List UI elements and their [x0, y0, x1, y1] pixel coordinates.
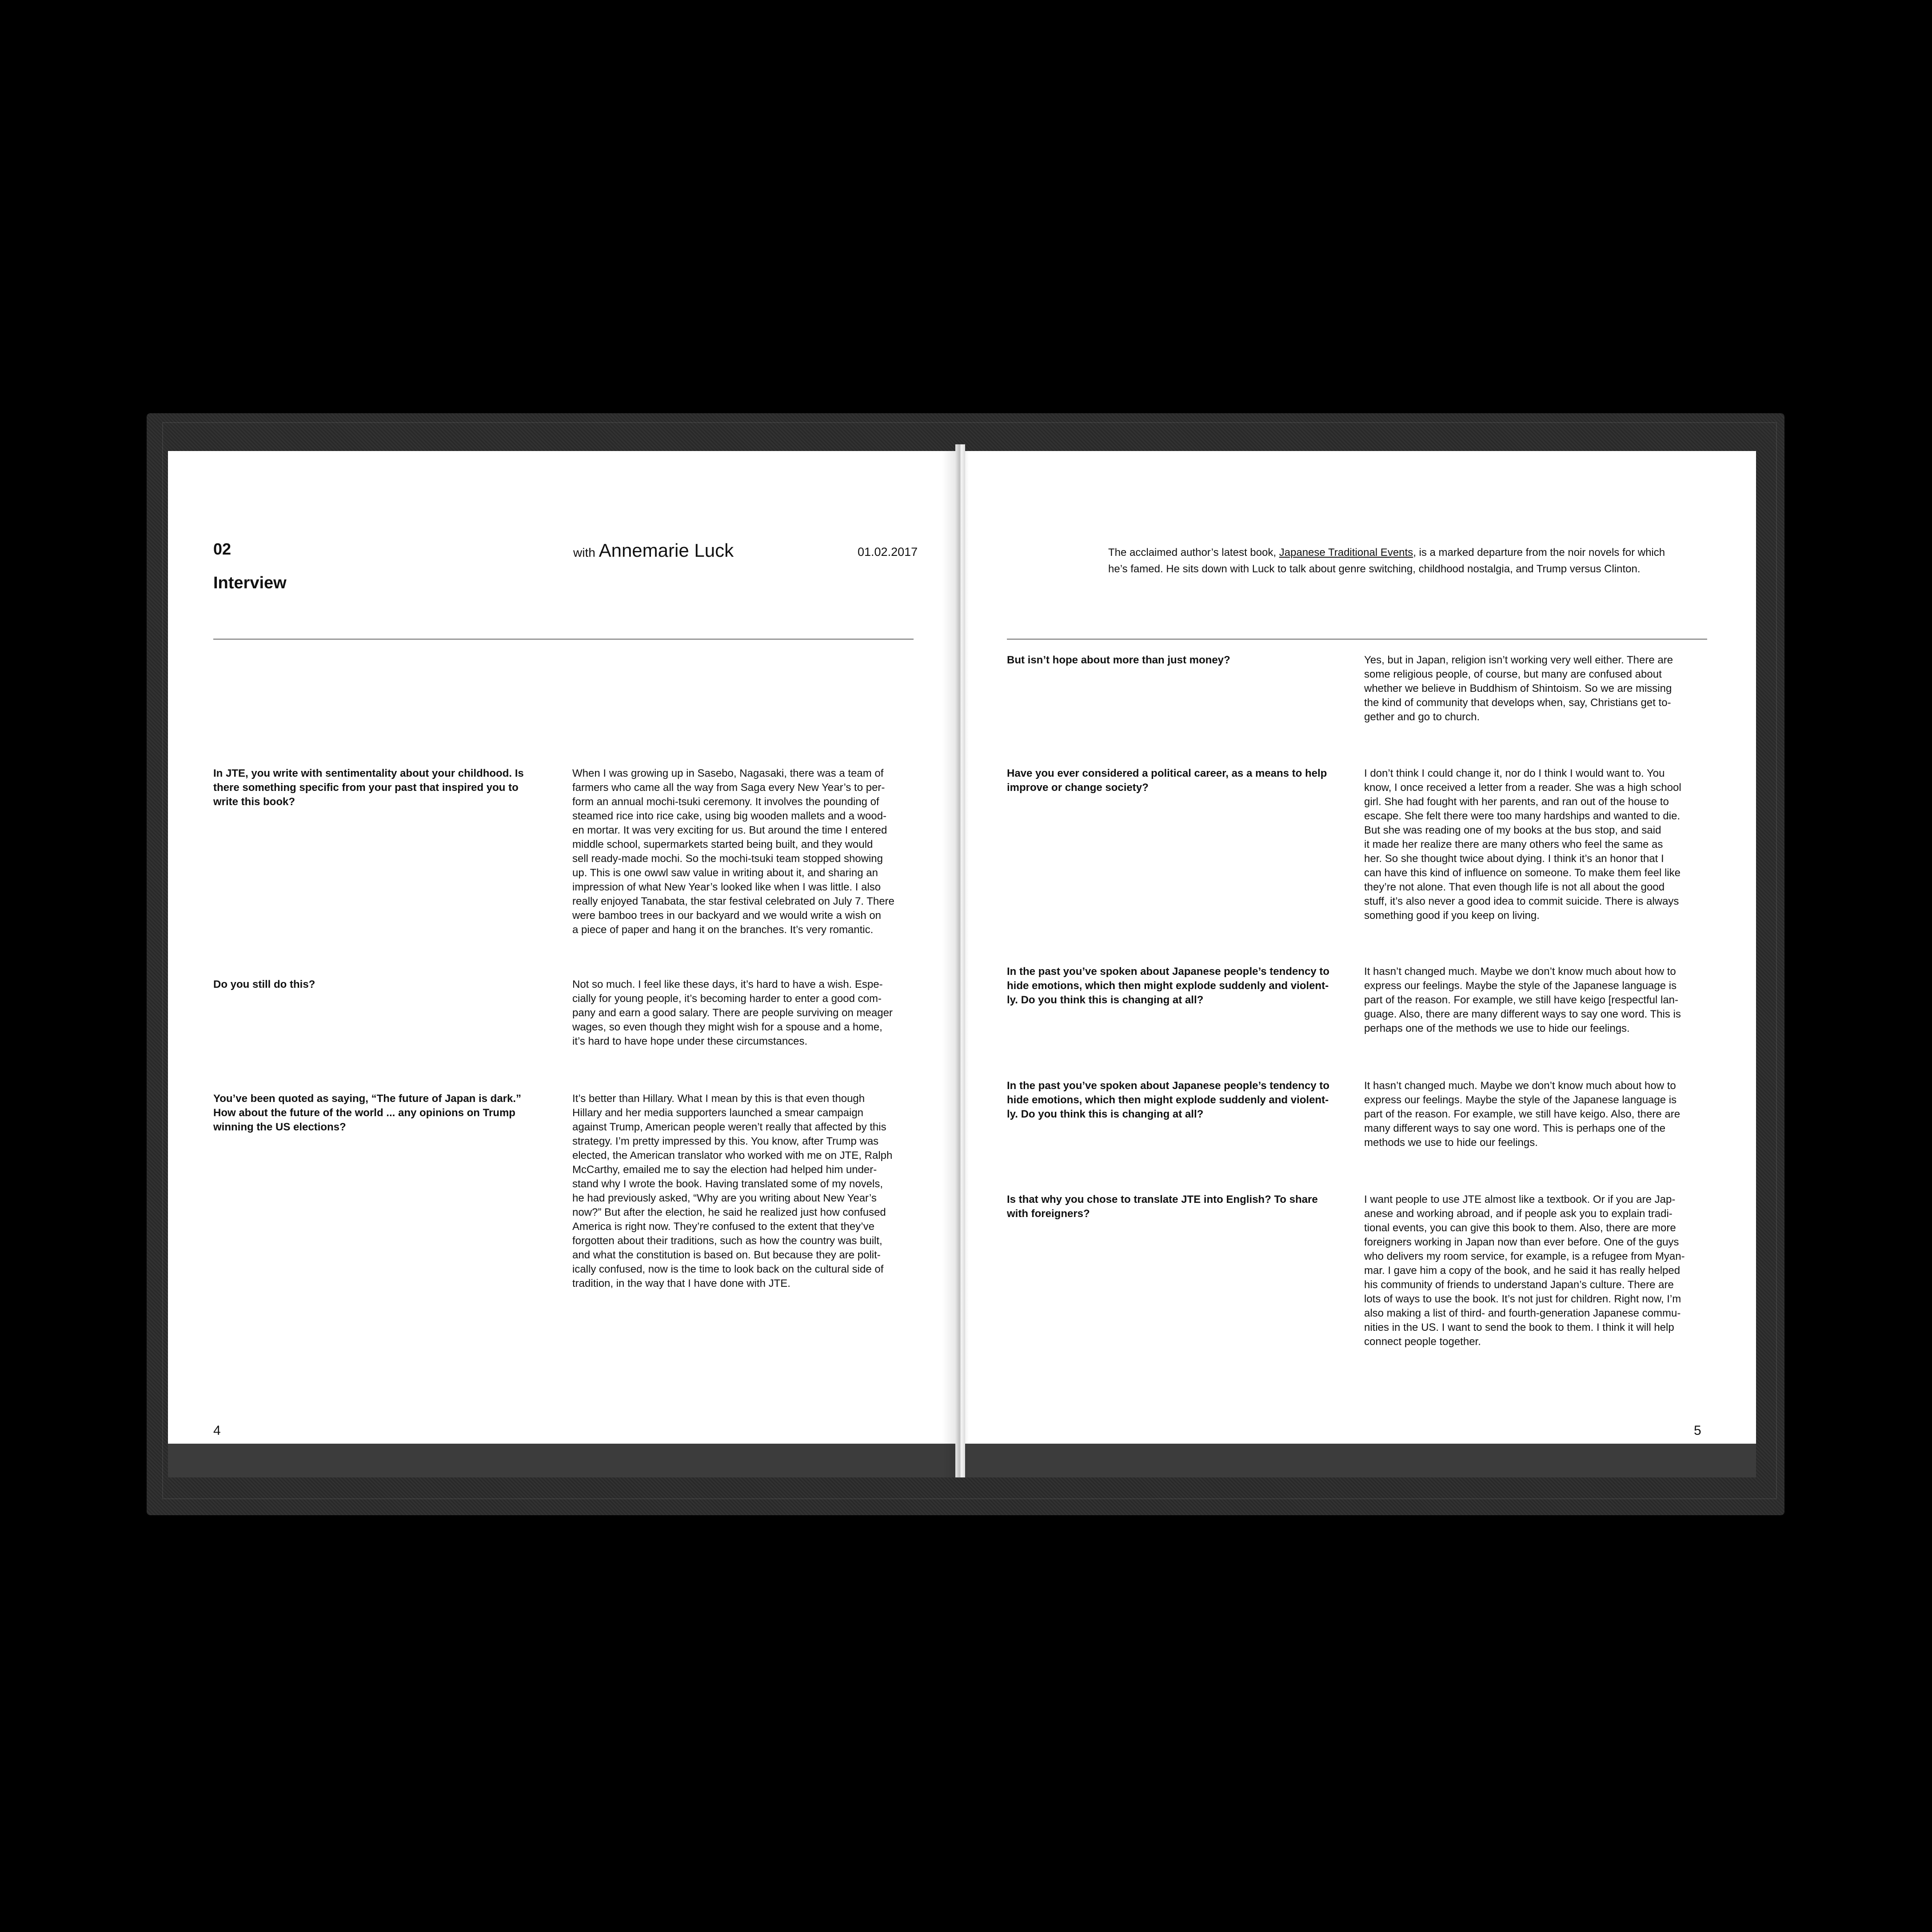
interview-date: 01.02.2017: [858, 545, 918, 559]
with-prefix: with: [573, 546, 595, 559]
header-divider: [1007, 639, 1707, 640]
right-page: [965, 451, 1756, 1477]
interviewer-byline: [573, 540, 734, 561]
question: In the past you’ve spoken about Japanese people’s tendency to hide emotions, which then might explode suddenly and violent- ly. Do you think this is changing at all?: [1007, 966, 1329, 1006]
answer: It’s better than Hillary. What I mean by this is that even though Hillary and her media supporters launched a smear campaign against Trump, American people weren’t really that affected by this strategy. I’m pretty impressed by this. You know, after Trump was elected, the American translator who worked with me on JTE, Ralph McCarthy, emailed me to say the election had helped him under- stand why I wrote the book. Having translated some of my novels, he had previously asked, “Why are you writing about New Year’s now?” But after the election, he said he realized just how confused America is right now. They’re confused to the extent that they’ve forgotten about their traditions, such as how the country was built, and what the constitution is based on. But because they are polit- ically confused, now is the time to look back on the cultural side of tradition, in the way that I have done with JTE.: [572, 1093, 893, 1289]
left-page: [168, 451, 959, 1477]
question: Is that why you chose to translate JTE into English? To share with foreigners?: [1007, 1194, 1318, 1220]
question: Have you ever considered a political career, as a means to help improve or change society?: [1007, 767, 1327, 794]
intro-paragraph: [1108, 544, 1712, 577]
page-number: 5: [1694, 1423, 1701, 1438]
header-divider: [213, 639, 914, 640]
answer: It hasn’t changed much. Maybe we don’t know much about how to express our feelings. Maybe the style of the Japanese language is part of the reason. For example, we still have keigo. Also, there are many different ways to say one word. This is perhaps one of the methods we use to hide our feelings.: [1364, 1080, 1681, 1149]
answer: I don’t think I could change it, nor do I think I would want to. You know, I once received a letter from a reader. She was a high school girl. She had fought with her parents, and ran out of the house to escape. She felt there were too many hardships and wanted to die. But she was reading one of my books at the bus stop, and said it made her realize there are many others who feel the same as her. So she thought twice about dying. I think it’s an honor that I can have this kind of influence on someone. To make them feel like they’re not alone. That even though life is not all about the good stuff, it’s also never a good idea to commit suicide. There is always something good if you keep on living.: [1364, 767, 1681, 922]
answer: When I was growing up in Sasebo, Nagasaki, there was a team of farmers who came all the way from Saga every New Year’s to per- form an annual mochi-tsuki ceremony. It involves the pounding of steamed rice into rice cake, using big wooden mallets and a wood- en mortar. It was very exciting for us. But around the time I entered middle school, supermarkets started being built, and they would sell ready-made mochi. So the mochi-tsuki team stopped showing up. This is one owwl saw value in writing about it, and sharing an impression of what New Year’s looked like when I was little. I also really enjoyed Tanabata, the star festival celebrated on July 7. There were bamboo trees in our backyard and we would write a wish on a piece of paper and hang it on the branches. It’s very romantic.: [572, 767, 894, 936]
question: But isn’t hope about more than just money?: [1007, 654, 1230, 666]
book-title-link[interactable]: Japanese Traditional Events: [1279, 547, 1413, 559]
page-number: 4: [213, 1423, 221, 1438]
answer: It hasn’t changed much. Maybe we don’t know much about how to express our feelings. Maybe the style of the Japanese language is part of the reason. For example, we still have keigo [respectful lan- guage. Also, there are many different ways to say one word. This is perhaps one of the methods we use to hide our feelings.: [1364, 966, 1681, 1034]
answer: I want people to use JTE almost like a textbook. Or if you are Jap- anese and working abroad, and if people ask you to explain tradi- tional events, you can give this book to them. Also, there are more foreigners working in Japan now than ever before. One of the guys who delivers my room service, for example, is a refugee from Myan- mar. I gave him a copy of the book, and he said it has really helped his community of friends to understand Japan’s culture. There are lots of ways to use the book. It’s not just for children. Right now, I’m also making a list of third- and fourth-generation Japanese commu- nities in the US. I want to send the book to them. I think it will help connect people together.: [1364, 1194, 1685, 1348]
intro-text: The acclaimed author’s latest book,: [1108, 547, 1279, 559]
issue-number: 02: [213, 540, 232, 558]
page-bottom-band: [965, 1444, 1756, 1477]
page-bottom-band: [168, 1444, 959, 1477]
interviewer-name: Annemarie Luck: [599, 540, 734, 561]
section-title: Interview: [213, 574, 287, 592]
question: In JTE, you write with sentimentality about your childhood. Is there something specific from your past that inspired you to write this book?: [213, 767, 524, 808]
question: In the past you’ve spoken about Japanese people’s tendency to hide emotions, which then might explode suddenly and violent- ly. Do you think this is changing at all?: [1007, 1080, 1329, 1120]
answer: Not so much. I feel like these days, it’s hard to have a wish. Espe- cially for young people, it’s becoming harder to enter a good com- pany and earn a good salary. There are people surviving on meager wages, so even though they might wish for a spouse and a home, it’s hard to have hope under these circumstances.: [572, 978, 893, 1047]
answer: Yes, but in Japan, religion isn’t working very well either. There are some religious people, of course, but many are confused about whether we believe in Buddhism of Shintoism. So we are missing the kind of community that develops when, say, Christians get to- gether and go to church.: [1364, 654, 1673, 723]
question: You’ve been quoted as saying, “The future of Japan is dark.” How about the future of the world ... any opinions on Trump winning the US elections?: [213, 1093, 522, 1133]
book-spine: [955, 444, 965, 1477]
intro-text: , is a marked departure from the noir novels for which he’s famed. He sits down with Luck to talk about genre switching, childhood nostalgia, and Trump versus Clinton.: [1108, 547, 1665, 575]
question: Do you still do this?: [213, 978, 315, 990]
